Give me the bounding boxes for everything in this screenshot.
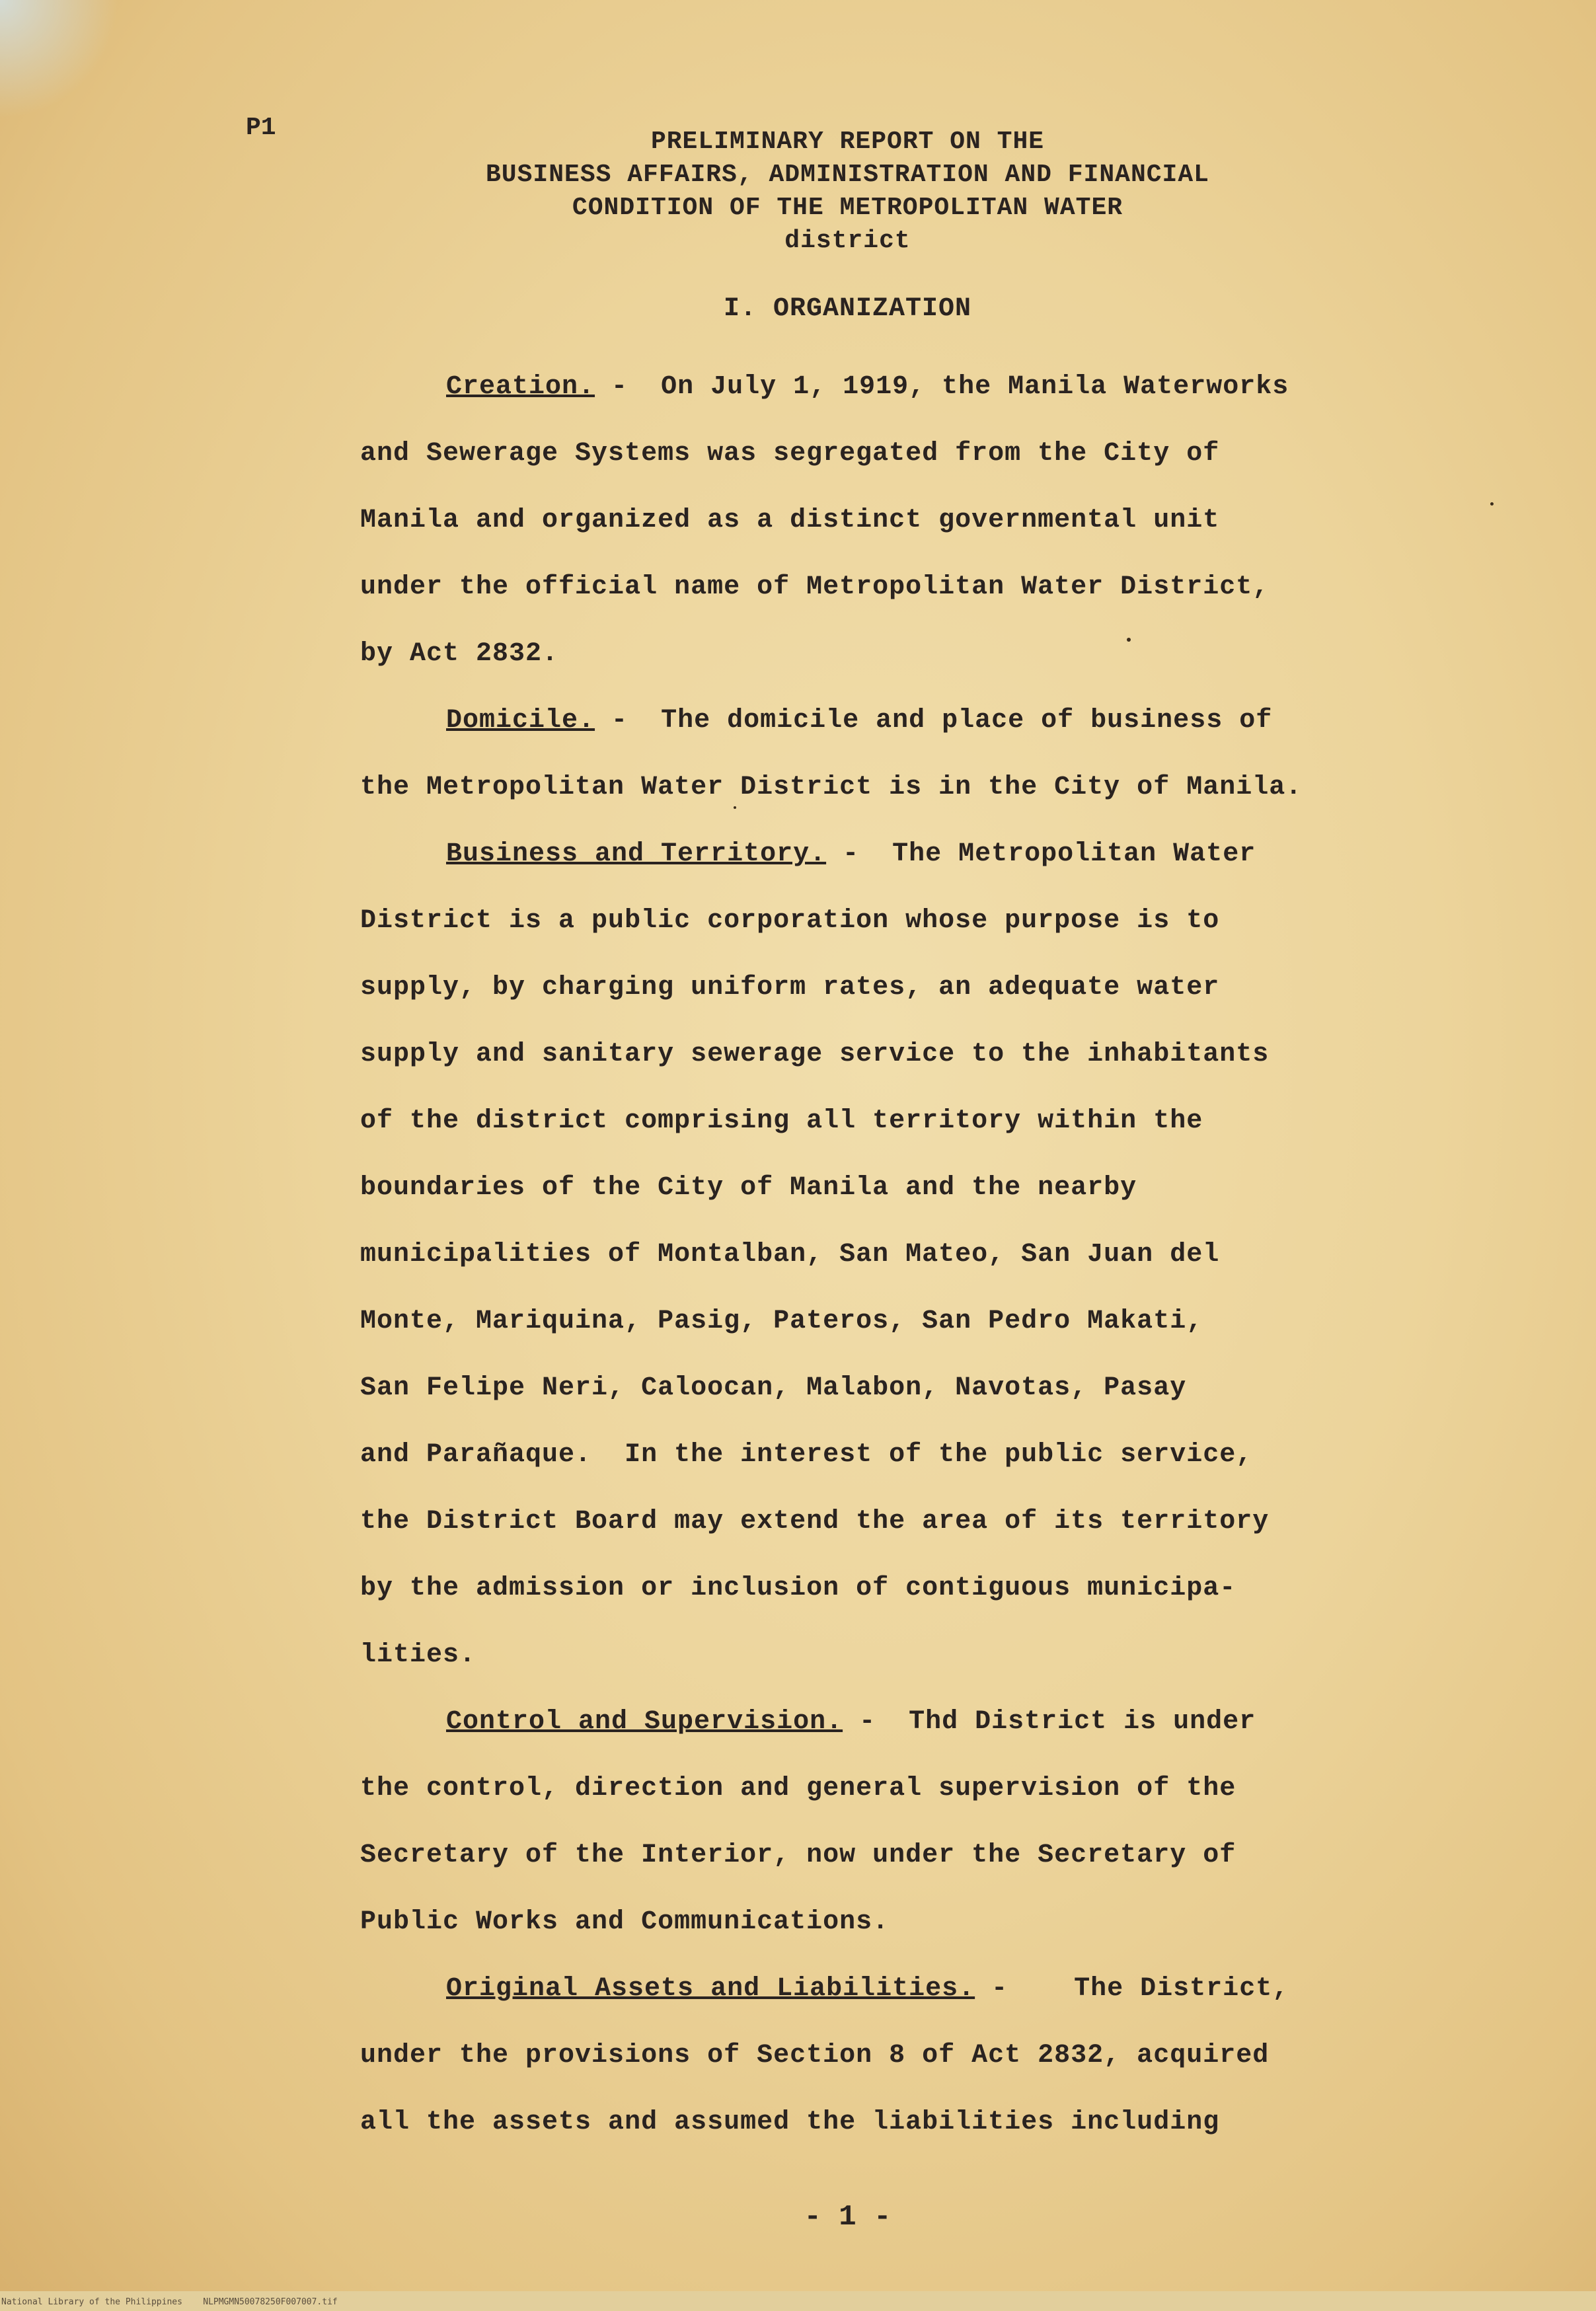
paragraph-line: - The District,: [975, 1974, 1289, 2004]
paragraph-line: under the official name of Metropolitan Water District,: [360, 572, 1270, 602]
title-line: PRELIMINARY REPORT ON THE: [650, 128, 1045, 156]
paragraph-line: Monte, Mariquina, Pasig, Pateros, San Pedro Makati,: [360, 1307, 1203, 1336]
title-line: CONDITION OF THE METROPOLITAN WATER: [572, 194, 1123, 222]
paragraph-line: Secretary of the Interior, now under the Secretary of: [360, 1840, 1236, 1870]
page-mark: P1: [246, 114, 276, 142]
page-number: [0, 2201, 1596, 2234]
paragraph-line: District is a public corporation whose purpose is to: [360, 906, 1220, 936]
paragraph-line: under the provisions of Section 8 of Act 2832, acquired: [360, 2041, 1270, 2070]
paragraph-line: the control, direction and general supervision of the: [360, 1774, 1236, 1803]
paragraph-line: - Thd District is under: [843, 1707, 1256, 1737]
report-body: [360, 354, 1325, 2156]
title-line: district: [784, 227, 911, 255]
paragraph-line: of the district comprising all territory within the: [360, 1106, 1203, 1136]
title-line: BUSINESS AFFAIRS, ADMINISTRATION AND FINANCIAL: [486, 161, 1209, 189]
paragraph-line: Manila and organized as a distinct governmental unit: [360, 506, 1220, 535]
paragraph-line: San Felipe Neri, Caloocan, Malabon, Navotas, Pasay: [360, 1373, 1187, 1403]
archive-credit: National Library of the Philippines NLPMGMN50078250F007007.tif: [1, 2297, 338, 2307]
ink-speck: [1490, 502, 1494, 506]
paragraph-first-line: [360, 1955, 1325, 2022]
paragraph-first-line: [360, 354, 1325, 420]
paragraph-line: supply and sanitary sewerage service to the inhabitants: [360, 1040, 1270, 1069]
paragraph-line: - On July 1, 1919, the Manila Waterworks: [595, 372, 1289, 402]
paragraph-line: boundaries of the City of Manila and the nearby: [360, 1173, 1137, 1203]
section-heading: [0, 294, 1596, 324]
paragraph-first-line: [360, 1688, 1325, 1755]
paragraph-line: and Parañaque. In the interest of the public service,: [360, 1440, 1253, 1470]
paragraph-line: - The domicile and place of business of: [595, 706, 1273, 736]
paragraph-line: municipalities of Montalban, San Mateo, San Juan del: [360, 1240, 1220, 1269]
ink-speck: [1127, 638, 1131, 642]
ink-speck: [734, 806, 736, 809]
paragraph-heading: Control and Supervision.: [446, 1707, 843, 1737]
paragraph-heading: Original Assets and Liabilities.: [446, 1974, 975, 2004]
paragraph-line: all the assets and assumed the liabilities including: [360, 2107, 1220, 2137]
paragraph-line: the Metropolitan Water District is in the City of Manila.: [360, 773, 1303, 802]
paper-stain: [0, 0, 119, 119]
paragraph-line: - The Metropolitan Water: [826, 839, 1256, 869]
paragraph-line: Public Works and Communications.: [360, 1907, 890, 1937]
report-title: [0, 126, 1596, 258]
paragraph-first-line: [360, 687, 1325, 754]
section-heading-text: I. ORGANIZATION: [723, 294, 972, 324]
paragraph-heading: Creation.: [446, 372, 595, 402]
paragraph-line: lities.: [360, 1640, 476, 1670]
paragraph-first-line: [360, 821, 1325, 888]
paragraph-line: and Sewerage Systems was segregated from the City of: [360, 439, 1220, 469]
paragraph-line: supply, by charging uniform rates, an adequate water: [360, 973, 1220, 1003]
paragraph-heading: Business and Territory.: [446, 839, 827, 869]
paragraph-line: by Act 2832.: [360, 639, 559, 669]
paragraph-line: by the admission or inclusion of contiguous municipa-: [360, 1573, 1236, 1603]
page-number-text: - 1 -: [804, 2201, 892, 2234]
paragraph-heading: Domicile.: [446, 706, 595, 736]
paragraph-line: the District Board may extend the area of its territory: [360, 1507, 1270, 1536]
